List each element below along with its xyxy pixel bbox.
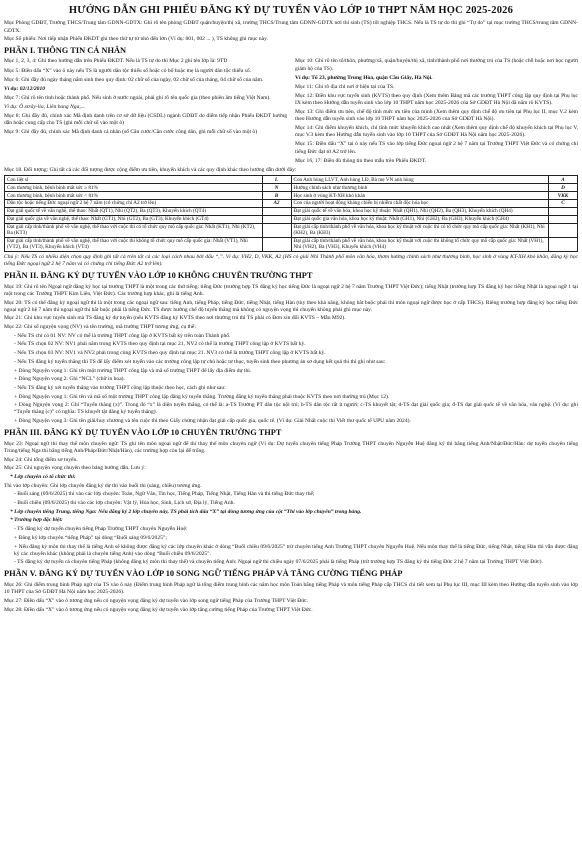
sec2-paragraph: Mục 22: Ghi số nguyện vọng (NV) và tên trường, mã trường THPT tương ứng, cụ thể:: [4, 324, 196, 331]
codes-row: [5, 200, 578, 208]
sec2-paragraph: - Nếu TS chọn 03 NV: NV1 và NV2 phải trong cùng KVTS theo quy định tại mục 21. NV3 có thể là trường THPT công lập ở KVTS bất kỳ.: [14, 350, 326, 357]
codes-row: [5, 215, 578, 223]
section-2-title: PHẦN II. ĐĂNG KÝ DỰ TUYỂN VÀO LỚP 10 KHÔNG CHUYÊN TRƯỜNG THPT: [4, 271, 313, 281]
description-cell: Hưởng chính sách như thương binh: [291, 184, 549, 192]
codes-row: [5, 237, 578, 251]
sec2-paragraph: + Dòng Nguyện vọng 1: Ghi tên một trường THPT công lập và mã số trường THPT để lấy địa điểm dự thi.: [14, 367, 252, 374]
sec3-paragraph: * Lớp chuyên có tổ chức thi:: [10, 474, 76, 481]
sec2-paragraph: Mục 21: Ghi khu vực tuyển sinh mà TS đăng ký dự tuyển (nếu KVTS đăng ký KVTS theo nơi thường trú thì TS phải có Đơn xin đổi KVTS – Mẫu M92).: [4, 315, 346, 322]
section-2-body: [4, 284, 578, 425]
item-8: Mục 8: Ghi đầy đủ, chính xác Mã định danh trên cơ sở dữ liệu (CSDL) ngành GDĐT do điểm tiếp nhận Phiếu ĐKDT hướng dẫn hoặc cung cấp cho TS (ghi mỗi chữ số vào một ô): [4, 113, 287, 127]
sec3-paragraph: - TS đăng ký dự tuyển chuyên tiếng Pháp Trường THPT chuyên Nguyễn Huệ:: [14, 526, 188, 533]
item-9: Mục 9: Ghi đầy đủ, chính xác Mã định danh cá nhân (số Căn cước/Căn cước công dân, ghi mỗi chữ số vào một ô): [4, 129, 258, 136]
code-cell: [549, 237, 578, 251]
description-cell: Con Anh hùng LLVT, Anh hùng LĐ, Bà mẹ VN anh hùng: [291, 176, 549, 184]
sec3-paragraph: + Nếu đăng ký môn thi thay thế là tiếng Anh sẽ không được đăng ký các lớp chuyên khác ở dòng “Buổi chiều 09/6/2025” trừ chuyên tiếng Anh Trường THPT chuyên Nguyễn Huệ. Nếu môn thay thế là tiếng Đức, tiếng Nhật, tiếng Hàn thì vẫn được đăng ký các chuyên khác (không phải là chuyên tiếng Anh) vào dòng “Buổi chiều 09/6/2025”.: [14, 543, 578, 557]
description-cell: Học sinh ở vùng KT-XH khó khăn: [291, 192, 549, 200]
description-cell: Dân tộc hoặc tiếng Đức ngoại ngữ 2 hệ 7 năm (có chứng chỉ A2 trở lên): [5, 200, 263, 208]
sec3-paragraph: - Buổi sáng (09/6/2025) thi vào các lớp chuyên: Toán, Ngữ Văn, Tin học, Tiếng Pháp, Tiếng Nhật, Tiếng Hàn và thi tiếng Đức thay thế;: [14, 491, 315, 498]
code-cell: [262, 215, 291, 223]
description-cell: Đạt giải quốc tế về văn nghệ, thể thao: Nhất (QT1), Nhì (QT2), Ba (QT3), Khuyến khích (QT4): [5, 208, 263, 216]
code-cell: [262, 208, 291, 216]
sec3-paragraph: Mục 23: Ngoại ngữ thi thay thế môn chuyên ngữ: TS ghi tên môn ngoại ngữ để thi thay thế môn chuyên ngữ (Ví dụ: Dự tuyển chuyên tiếng Pháp Trường THPT chuyên Nguyễn Huệ đăng ký thi bằng tiếng Anh/Nhật/Đức/Hàn: dự tuyển chuyên tiếng Trung/tiếng Nga thi bằng tiếng Anh/Pháp/Đức/Nhật/Hàn), các trường hợp còn lại để trống.: [4, 440, 578, 454]
codes-note: Chú ý: Nếu TS có nhiều diện chọn quy định ghi tất cả trên tất cả các loại cách nhau bởi dấu “,”. Ví dụ: VH2, D, VKK, A2 (HS có giải Nhì Thành phố môn văn hóa, thơm hưởng chính sách như thương binh, học sinh ở vùng KT-XH khó khăn, đăng ký học tiếng Đức ngoại ngữ 2 hệ 7 năm và có chứng chỉ tiếng Đức A2 trở lên).: [4, 253, 578, 267]
section-5-body: [4, 582, 578, 614]
description-cell: Đạt giải cấp tỉnh/thành phố về văn nghệ, thể thao với cuộc thi có tổ chức quy mô cấp quốc gia: Nhất (KT1), Nhì (KT2), Ba (KT3): [5, 223, 263, 237]
sec3-paragraph: Mục 25: Ghi nguyện vọng chuyên theo bảng hướng dẫn. Lưu ý:: [4, 465, 146, 472]
sec5-paragraph: Mục 27: Điền dấu “X” vào ô tương ứng nếu có nguyện vọng đăng ký dự tuyển vào lớp song ngữ tiếng Pháp của Trường THPT Việt Đức.: [4, 597, 309, 604]
item-1-4: Mục 1, 2, 3, 4: Ghi theo hướng dẫn trên Phiếu ĐKDT. Nếu là TS tự do thì Mục 2 ghi tên lớp là: 9TD: [4, 58, 228, 65]
personal-info-left: [4, 58, 287, 166]
code-cell: B: [262, 192, 291, 200]
codes-row: [5, 223, 578, 237]
code-cell: [549, 208, 578, 216]
item-18: Mục 18. Đối tượng: Ghi tất cả các đối tượng được cộng điểm ưu tiên, khuyến khích và các quy định khác theo hướng dẫn dưới đây:: [4, 166, 297, 173]
code-cell: A2: [262, 200, 291, 208]
item-7-example: Ví dụ: Ô xtrây-lia, Liên bang Nga,...: [4, 103, 85, 110]
description-cell: Con thương binh, bệnh binh mất sức ≥ 81%: [5, 184, 263, 192]
code-cell: C: [549, 200, 578, 208]
codes-row: [5, 176, 578, 184]
description-cell: Đạt giải quốc tế về văn hóa, khoa học kỹ thuật: Nhất (QH1), Nhì (QH2), Ba (QH3), Khuyến khích (QH4): [291, 208, 549, 216]
description-cell: Đạt giải cấp tỉnh/thành phố về văn hóa, khoa học kỹ thuật với cuộc thi có tổ chức quy mô cấp quốc gia: Nhất (KH1), Nhì (KH2), Ba (KH3): [291, 223, 549, 237]
item-7: Mục 7: Ghi rõ tên tỉnh hoặc thành phố. Nếu sinh ở nước ngoài, phải ghi rõ tên quốc gia (theo phiên âm tiếng Việt Nam).: [4, 94, 271, 101]
code-cell: [262, 223, 291, 237]
description-cell: Đạt giải quốc gia văn hóa, khoa học kỹ thuật: Nhất (GH1), Nhì (GH2), Ba (GH3), Khuyến khích (GH4): [291, 215, 549, 223]
item-13: Mục 13: Ghi điểm ưu tiên, chế độ tính mức ưu tiên của mình (Xem thêm quy định chế độ ưu tiên tại Phụ lục II, mục V.2 kèm theo Hướng dẫn tuyển sinh vào lớp 10 THPT năm học 2025-2026 của Sở GDĐT Hà Nội).: [295, 109, 578, 123]
sec2-paragraph: + Dòng Nguyện vọng 3: Ghi tên giải/huy chương và tên cuộc thi theo Giấy chứng nhận đạt giải cấp quốc gia, quốc tế. (Ví dụ: Giải Nhất cuộc thi Viết thư quốc tế UPU năm 2024).: [14, 418, 411, 425]
priority-codes-table: [4, 175, 578, 252]
sec3-paragraph: * Trường hợp đặc biệt:: [10, 517, 63, 524]
item-10-example: Ví dụ: Tổ 23, phường Trung Hòa, quận Cầu Giấy, Hà Nội.: [295, 74, 433, 81]
sec2-paragraph: Mục 19: Ghi rõ tên Ngoại ngữ đăng ký học tại trường THPT là một trong các thứ tiếng: tiếng Đức (trường hợp TS đăng ký học tiếng Đức là ngoại ngữ 2 hệ 7 năm Trường THPT Việt Đức); tiếng Nhật (trường hợp TS đăng ký học tiếng Nhật là ngoại ngữ 1 tại một trong các Trường THPT Kim Liên, Việt Đức). Các trường hợp khác, ghi là tiếng Anh.: [4, 283, 578, 297]
sec5-paragraph: Mục 26: Ghi điểm trung bình Pháp ngữ của TS vào ô này (Điểm trung bình Pháp ngữ là tổng điểm trung bình các năm học môn Toán bằng tiếng Pháp và môn tiếng Pháp cấp THCS chỉ tiết xem tại Phụ lục III, mục III kèm theo Hướng dẫn tuyển sinh vào lớp 10 THPT của Sở GDĐT Hà Nội năm học 2025-2026).: [4, 582, 578, 596]
sec3-paragraph: - TS đăng ký dự tuyển cả chuyên tiếng Pháp (không đăng ký môn thi thay thế) và chuyên tiếng Anh: Ngoại ngữ thi chiều ngày 07/6/2025 phải là tiếng Pháp (trừ trường hợp TS đăng ký thi tiếng Đức 2 hệ 7 năm tại Trường THPT Việt Đức).: [14, 559, 543, 566]
description-cell: Đạt giải cấp tỉnh/thành phố về văn hóa, khoa học kỹ thuật với cuộc thi không tổ chức quy mô cấp quốc gia: Nhất (VH1), Nhì (VH2), Ba (VH3), Khuyến khích (VH4): [291, 237, 549, 251]
codes-row: [5, 192, 578, 200]
personal-info-columns: [4, 58, 578, 166]
code-cell: [262, 237, 291, 251]
item-15: Mục 15: Điền dấu “X” tại ô này nếu TS vào lớp tiếng Đức ngoại ngữ 2 hệ 7 năm tại Trường THPT Việt Đức và có chứng chỉ tiếng Đức đạt từ A2 trở lên.: [295, 141, 578, 155]
description-cell: Đạt giải quốc gia về văn nghệ, thể thao: Nhất (GT1), Nhì (GT2), Ba (GT3), Khuyến khích (GT4): [5, 215, 263, 223]
code-cell: N: [262, 184, 291, 192]
item-6-example: Ví dụ: 02/12/2010: [4, 85, 45, 92]
sec3-paragraph: * Lớp chuyên tiếng Trung, tiếng Nga: Nếu đăng ký 2 lớp chuyên này, TS phải tích dấu “X” tại dòng tương ứng của cột “Thi vào lớp chuyên” trong bảng.: [10, 508, 362, 515]
document-title: HƯỚNG DẪN GHI PHIẾU ĐĂNG KÝ DỰ TUYỂN VÀO LỚP 10 THPT NĂM HỌC 2025-2026: [68, 5, 514, 16]
sec2-paragraph: + Dòng Nguyện vọng 2: Ghi “Tuyển thẳng (x)”. Trong đó “x” là diện tuyển thẳng, có thể là: a-TS Trường PT dân tộc nội trú; b-TS dân tộc rất ít người; c-TS khuyết tật; d-TS đạt giải quốc gia; đ-TS đạt giải quốc tế về văn hóa, văn nghệ. (Ví dụ: ghi “Tuyển thẳng (c)” có nghĩa: TS khuyết tật đăng ký tuyển thẳng).: [14, 402, 578, 416]
code-cell: VKK: [549, 192, 578, 200]
sec2-paragraph: - Nếu TS chọn 02 NV: NV1 phải nằm trong KVTS theo quy định tại mục 21, NV2 có thể là trường THPT công lập ở KVTS bất kỳ.: [14, 341, 306, 348]
sec2-paragraph: Mục 20: TS có thể đăng ký ngoại ngữ thi là một trong các ngoại ngữ sau: tiếng Anh, tiếng Pháp, tiếng Đức, tiếng Nhật, tiếng Hàn (tùy theo khả năng, không bắt buộc phải thi môn ngoại ngữ được học ở cấp THCS). Riêng trường hợp đăng ký học tiếng Đức ngoại ngữ 2 hệ 7 năm thì ngoại ngữ thi bắt buộc phải là tiếng Đức. TS được hưởng chế độ tuyển thẳng mà không có nguyện vọng thi chuyển không phải ghi mục này.: [4, 299, 578, 313]
description-cell: Con liệt sĩ: [5, 176, 263, 184]
sec2-paragraph: - Nếu TS chỉ có 01 NV: NV có thể là trường THPT công lập ở KVTS bất kỳ trên toàn Thành phố.: [14, 332, 231, 339]
description-cell: Đạt giải cấp tỉnh/thành phố về văn nghệ, thể thao với cuộc thi không tổ chức quy mô cấp quốc gia: Nhất (VT1), Nhì (VT2), Ba (VT3), Khuyến khích (VT4): [5, 237, 263, 251]
code-cell: [549, 215, 578, 223]
sec2-paragraph: - Nếu TS đăng ký xét tuyển thẳng vào trường THPT công lập thuộc theo học, cách ghi như sau:: [14, 384, 226, 391]
sec2-paragraph: + Dòng Nguyện vọng 2: Ghi “NCL” (chữ in hoa).: [14, 376, 125, 383]
sec3-paragraph: + Đăng ký lớp chuyên “tiếng Pháp” tại dòng “Buổi sáng 09/6/2025”;: [14, 534, 167, 541]
item-10: Mục 10: Ghi rõ tên tổ/thôn, phường/xã, quận/huyện/thị xã, tỉnh/thành phố nơi thường trú của TS (hoặc chỗ hoặc nơi học người giám hộ của TS).: [295, 58, 578, 72]
item-12: Mục 12: Điền khu vực tuyển sinh (KVTS) theo quy định (Xem thêm Bảng mã các trường THPT công lập quy định tại Phụ lục IX kèm theo Hướng dẫn tuyển sinh vào lớp 10 THPT năm học 2025-2026 của Sở GDĐT Hà Nội đã nắm rõ KVTS).: [295, 92, 578, 106]
codes-row: [5, 184, 578, 192]
code-cell: A: [549, 176, 578, 184]
sec2-paragraph: - Nếu TS đăng ký tuyển thẳng thì TS để lấy điểm xét tuyển vào các trường công lập tự chủ hoặc tư thục, tuyển sinh theo phương án sơ dụng kết quả thi thì ghi như sau:: [14, 358, 386, 365]
document-page: [4, 0, 578, 614]
description-cell: Con của người hoạt động kháng chiến bị nhiễm chất độc hóa học: [291, 200, 549, 208]
sec3-paragraph: Thi vào lớp chuyên: Ghi lớp chuyên đăng ký dự thi vào buổi thi (sáng, chiều) tương ứng.: [4, 482, 202, 489]
section-1-title: PHẦN I. THÔNG TIN CÁ NHÂN: [4, 45, 127, 55]
codes-row: [5, 208, 578, 216]
code-cell: [549, 223, 578, 237]
section-5-title: PHẦN V. ĐĂNG KÝ DỰ TUYỂN VÀO LỚP 10 SONG NGỮ TIẾNG PHÁP VÀ TĂNG CƯỜNG TIẾNG PHÁP: [4, 569, 403, 579]
section-3-body: [4, 441, 578, 567]
intro-school: Mục Phòng GDĐT, Trường THCS/Trung tâm GDNN-GDTX: Ghi rõ tên phòng GDĐT quận/huyện/thị xã, trường THCS/Trung tâm GDNN-GDTX nơi thí sinh (TS) tốt nghiệp THCS. Nếu là TS tự do thì ghi “Tự do” tại mục trường THCS/trung tâm GDNN-GDTX.: [4, 20, 578, 34]
personal-info-right: [295, 58, 578, 166]
intro-block: [4, 20, 578, 42]
sec5-paragraph: Mục 28: Điền dấu “X” vào ô tương ứng nếu có nguyện vọng đăng ký dự tuyển vào lớp tăng cường tiếng Pháp của Trường THPT Việt Đức.: [4, 606, 313, 613]
item-6: Mục 6: Ghi đầy đủ ngày tháng năm sinh theo quy định: 02 chữ số của ngày, 02 chữ số của tháng, 04 chữ số của năm.: [4, 76, 264, 83]
item-5: Mục 5: Điền dấu “X” vào ô này nếu TS là người dân tộc thiểu số hoặc có bố hoặc mẹ là người dân tộc thiểu số.: [4, 67, 251, 74]
code-cell: L: [262, 176, 291, 184]
item-14: Mục 14: Ghi điểm khuyến khích, chỉ tính mức khuyến khích cao nhất (Xem thêm quy định chế độ khuyến khích tại Phụ lục V, mục V.3 kèm theo Hướng dẫn tuyển sinh vào lớp 10 THPT của Sở GDĐT Hà Nội năm học 2025-2026).: [295, 125, 578, 139]
sec3-paragraph: - Buổi chiều (09/6/2025) thi vào các lớp chuyên: Vật lý, Hóa học, Sinh, Lịch sử, Địa lý, Tiếng Anh.: [14, 500, 235, 507]
sec3-paragraph: Mục 24: Ghi tổng điểm sơ tuyển.: [4, 456, 78, 463]
intro-form-number: Mục Số phiếu: Nơi tiếp nhận Phiếu ĐKDT ghi theo thứ tự từ nhỏ đến lớn (Ví dụ: 001, 002 ... ), TS không ghi mục này.: [4, 35, 268, 42]
section-3-title: PHẦN III. ĐĂNG KÝ DỰ TUYỂN VÀO LỚP 10 CHUYÊN TRƯỜNG THPT: [4, 428, 282, 438]
description-cell: Con thương binh, bệnh binh mất sức < 81%: [5, 192, 263, 200]
item-11: Mục 11: Ghi rõ địa chỉ nơi ở hiện tại của TS.: [295, 83, 395, 90]
code-cell: D: [549, 184, 578, 192]
sec2-paragraph: + Dòng Nguyện vọng 1: Ghi tên và mã số một trường THPT công lập đăng ký tuyển thẳng. Trường đăng ký tuyển thẳng phải thuộc KVTS theo nơi thường trú (Mục 12).: [14, 393, 390, 400]
item-16-17: Mục 16, 17: Điền đủ thông tin theo mẫu trên Phiếu ĐKDT.: [295, 157, 427, 164]
